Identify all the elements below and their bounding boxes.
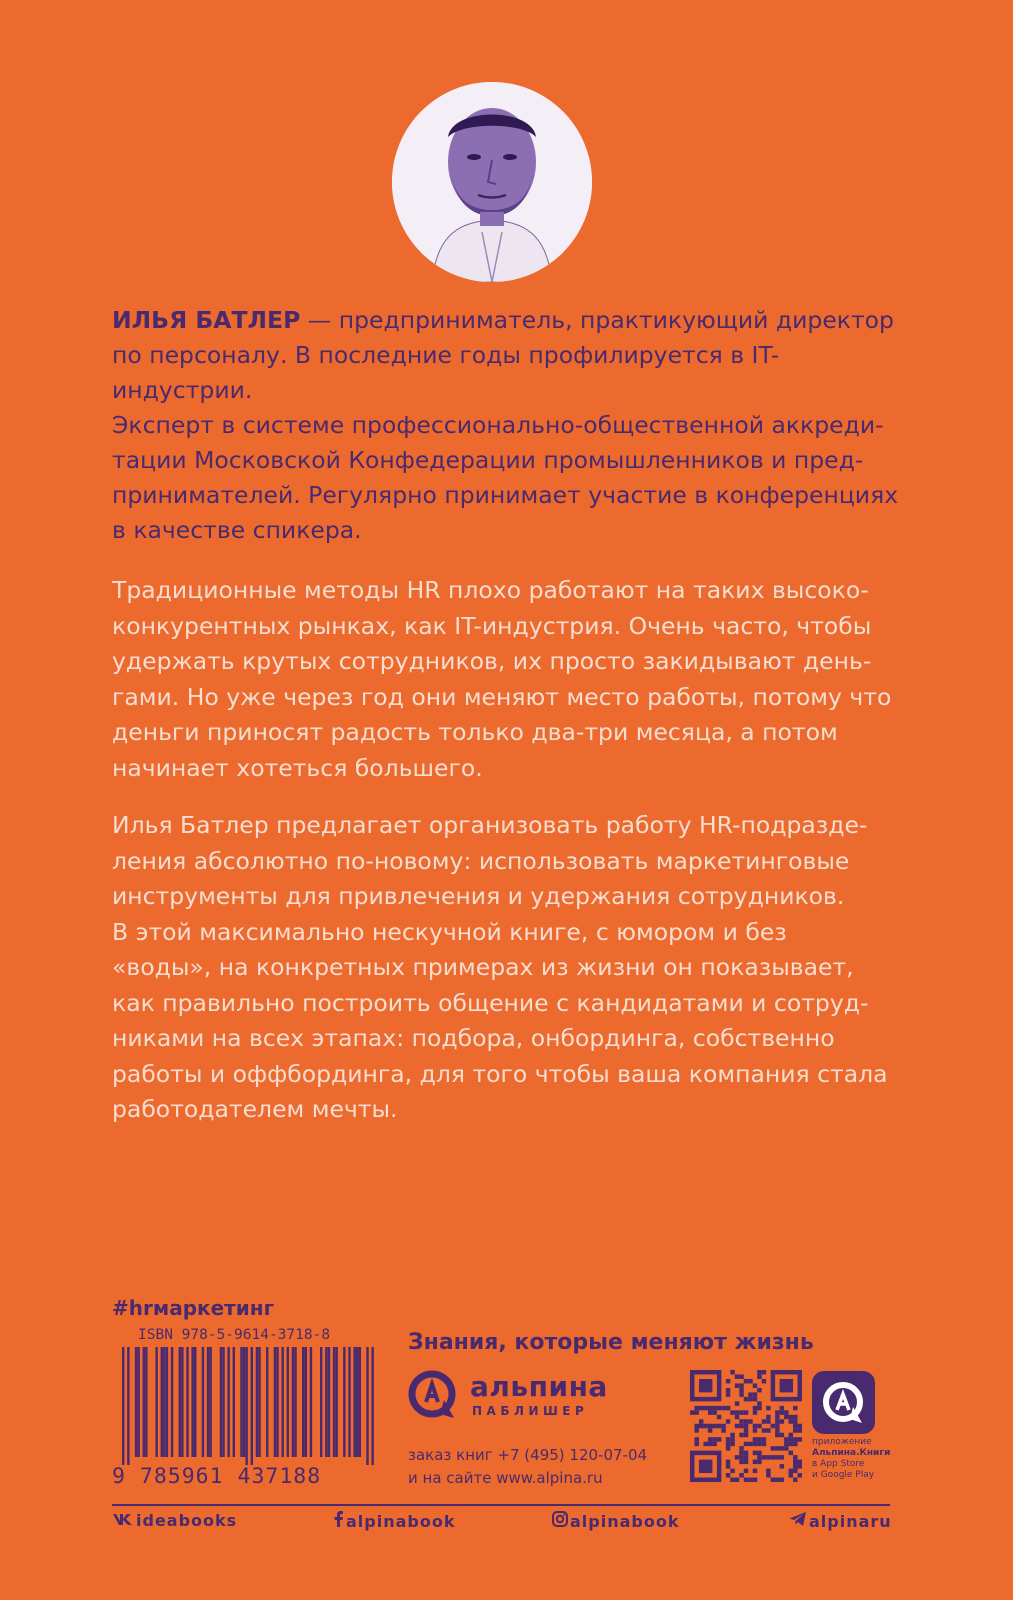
barcode-bar (202, 1347, 204, 1457)
barcode (112, 1327, 380, 1497)
vk-handle: ideabooks (136, 1511, 238, 1530)
barcode-bar (186, 1347, 188, 1457)
social-facebook[interactable] (334, 1511, 455, 1531)
barcode-bar (328, 1347, 330, 1457)
barcode-bar (287, 1347, 289, 1457)
bio-line (112, 303, 902, 338)
app-store-info (812, 1437, 890, 1481)
barcode-bar (143, 1347, 145, 1457)
desc-line: деньги приносят радость только два-три месяца, а потом (112, 718, 838, 746)
barcode-bar (163, 1347, 165, 1457)
barcode-bar (348, 1347, 350, 1457)
barcode-bar (233, 1347, 235, 1457)
barcode-bar (274, 1347, 276, 1457)
barcode-bar (281, 1347, 283, 1457)
barcode-bar (181, 1347, 183, 1457)
desc-line: В этой максимально нескучной книге, с юмором и без (112, 917, 787, 946)
barcode-bar (127, 1347, 129, 1465)
qr-code-icon (690, 1370, 802, 1482)
alpina-logo-icon (408, 1370, 458, 1420)
desc-line: Традиционные методы HR плохо работают на таких высоко- (112, 576, 869, 604)
publisher-subtitle: ПАБЛИШЕР (472, 1404, 589, 1418)
social-vk[interactable] (112, 1511, 237, 1530)
order-info (408, 1444, 647, 1490)
barcode-bars (122, 1347, 374, 1465)
barcode-bar (207, 1347, 209, 1457)
barcode-bar (191, 1347, 193, 1457)
bio-line: тации Московской Конфедерации промышленников и пред- (112, 446, 864, 474)
barcode-bar (292, 1347, 294, 1457)
vk-icon (112, 1511, 134, 1530)
author-bio (112, 303, 902, 548)
app-text-line: в App Store (812, 1459, 865, 1469)
instagram-handle: alpinabook (570, 1512, 680, 1531)
bio-line-text: — предприниматель, практикующий директор (307, 306, 894, 334)
desc-line: начинает хотеться большего. (112, 753, 483, 782)
barcode-bar (161, 1347, 163, 1457)
description-paragraph-1 (112, 573, 902, 786)
publisher-slogan: Знания, которые меняют жизнь (408, 1330, 814, 1355)
desc-line: инструменты для привлечения и удержания сотрудников. (112, 882, 845, 910)
desc-line: Илья Батлер предлагает организовать работу HR-подразде- (112, 811, 868, 839)
barcode-bar (245, 1347, 247, 1465)
barcode-bar (171, 1347, 173, 1457)
app-text-line: и Google Play (812, 1470, 875, 1480)
barcode-bar (310, 1347, 312, 1457)
social-instagram[interactable] (552, 1511, 679, 1531)
desc-line: работодателем мечты. (112, 1095, 398, 1123)
barcode-bar (122, 1347, 124, 1465)
desc-line: «воды», на конкретных примерах из жизни он показывает, (112, 953, 854, 981)
barcode-bar (258, 1347, 260, 1457)
barcode-bar (155, 1347, 157, 1457)
order-phone: заказ книг +7 (495) 120-07-04 (408, 1446, 648, 1464)
description-paragraph-2 (112, 808, 902, 1128)
barcode-bar (320, 1347, 322, 1457)
barcode-bar (305, 1347, 307, 1457)
telegram-handle: alpinaru (809, 1512, 892, 1531)
facebook-icon (334, 1511, 344, 1531)
barcode-bar (209, 1347, 211, 1457)
social-telegram[interactable] (789, 1511, 892, 1531)
barcode-bar (145, 1347, 147, 1457)
publisher-name: альпина (470, 1370, 608, 1403)
bio-line: в качестве спикера. (112, 516, 362, 544)
barcode-bar (227, 1347, 229, 1457)
desc-line: никами на всех этапах: подбора, онбординга, собственно (112, 1024, 835, 1052)
barcode-bar (220, 1347, 222, 1457)
barcode-bar (343, 1347, 345, 1457)
barcode-bar (333, 1347, 335, 1457)
barcode-bar (371, 1347, 373, 1465)
desc-line: работы и оффбординга, для того чтобы ваша компания стала (112, 1059, 888, 1088)
bio-line: принимателей. Регулярно принимает участие в конференциях (112, 481, 899, 509)
publisher-logo (408, 1370, 638, 1422)
barcode-bar (266, 1347, 268, 1457)
footer-divider (112, 1504, 890, 1506)
barcode-bar (359, 1347, 361, 1457)
hashtag: #hrмаркетинг (112, 1296, 275, 1320)
alpina-app-icon (812, 1371, 875, 1434)
barcode-bar (166, 1347, 168, 1457)
barcode-bar (325, 1347, 327, 1457)
desc-line: гами. Но уже через год они меняют место работы, потому что (112, 682, 892, 711)
instagram-icon (552, 1511, 568, 1531)
barcode-bar (256, 1347, 258, 1457)
author-name: ИЛЬЯ БАТЛЕР (112, 306, 301, 334)
bio-line: Эксперт в системе профессионально-общественной аккреди- (112, 411, 884, 439)
barcode-bar (243, 1347, 245, 1457)
barcode-bar (240, 1347, 242, 1457)
desc-line: удержать крутых сотрудников, их просто закидывают день- (112, 647, 872, 675)
barcode-bar (179, 1347, 181, 1457)
author-photo (392, 82, 592, 282)
barcode-bar (356, 1347, 358, 1457)
app-text-line: приложение (812, 1437, 872, 1447)
barcode-bar (353, 1347, 355, 1457)
facebook-handle: alpinabook (346, 1512, 456, 1531)
barcode-bar (302, 1347, 304, 1457)
telegram-icon (789, 1511, 807, 1531)
barcode-bar (294, 1347, 296, 1457)
barcode-bar (276, 1347, 278, 1457)
order-website: и на сайте www.alpina.ru (408, 1469, 603, 1487)
isbn-number: ISBN 978-5-9614-3718-8 (138, 1327, 331, 1343)
app-name: Альпина.Книги (812, 1448, 891, 1458)
desc-line: как правильно построить общение с кандидатами и сотруд- (112, 988, 869, 1017)
bio-line: по персоналу. В последние годы профилируется в IT-индустрии. (112, 341, 780, 404)
desc-line: ления абсолютно по-новому: использовать маркетинговые (112, 846, 850, 875)
barcode-bar (135, 1347, 137, 1457)
barcode-bar (222, 1347, 224, 1457)
barcode-bar (335, 1347, 337, 1457)
barcode-bar (137, 1347, 139, 1457)
barcode-bar (366, 1347, 368, 1465)
barcode-bar (194, 1347, 196, 1457)
barcode-bar (251, 1347, 253, 1465)
desc-line: конкурентных рынках, как IT-индустрия. Очень часто, чтобы (112, 611, 872, 640)
barcode-digits: 9 785961 437188 (112, 1464, 322, 1489)
